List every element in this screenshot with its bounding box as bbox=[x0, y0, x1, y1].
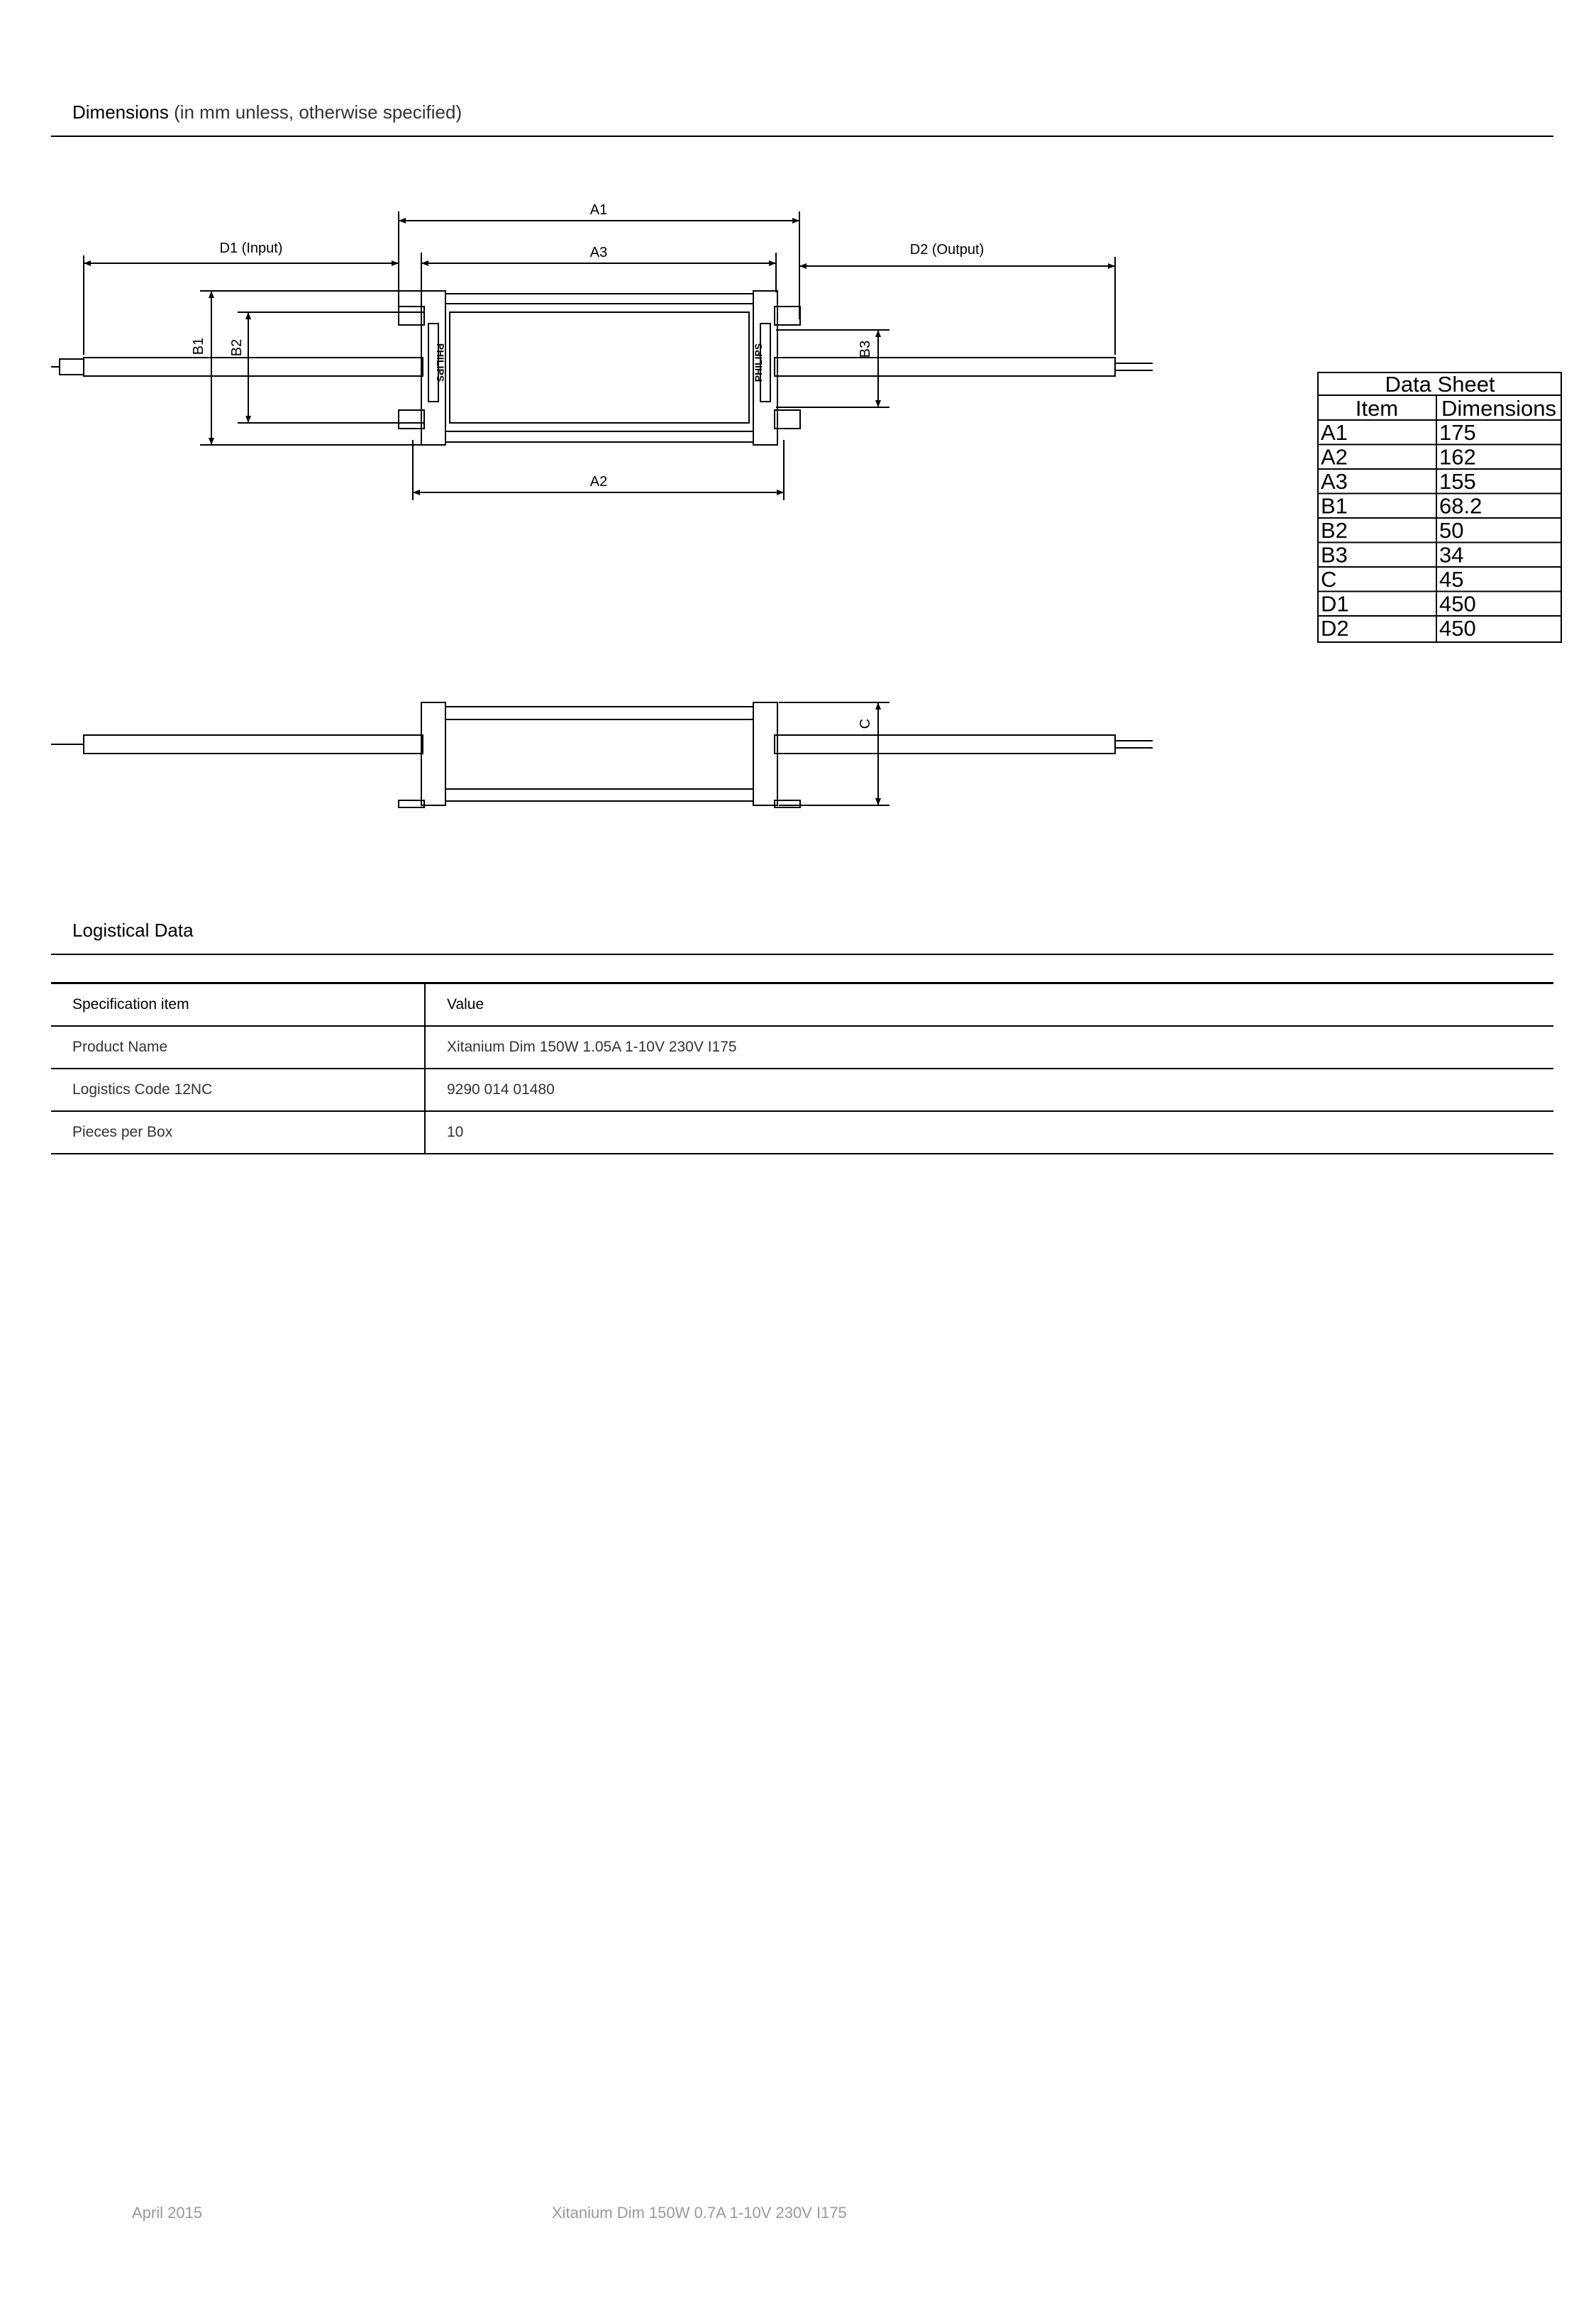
table-row bbox=[51, 1111, 1553, 1154]
data-sheet-header-dimensions: Dimensions bbox=[1441, 396, 1556, 421]
data-sheet-item: C bbox=[1321, 567, 1337, 592]
dimensions-subtitle: (in mm unless, otherwise specified) bbox=[174, 101, 462, 123]
row-item: Product Name bbox=[51, 1026, 425, 1069]
logistical-table bbox=[51, 982, 1553, 1154]
data-sheet-value: 50 bbox=[1439, 518, 1464, 543]
endcap-logo-left: PHILIPS bbox=[435, 343, 446, 382]
data-sheet-value: 155 bbox=[1439, 469, 1476, 494]
label-b3: B3 bbox=[858, 340, 873, 358]
table-row bbox=[51, 1026, 1553, 1069]
data-sheet-item: D1 bbox=[1321, 591, 1349, 617]
label-d1: D1 (Input) bbox=[219, 241, 283, 256]
row-value: 9290 014 01480 bbox=[425, 1069, 1553, 1111]
data-sheet-value: 162 bbox=[1439, 444, 1476, 470]
data-sheet-table bbox=[1318, 372, 1561, 642]
label-a1: A1 bbox=[589, 202, 608, 218]
data-sheet-value: 34 bbox=[1439, 542, 1464, 568]
data-sheet-item: A3 bbox=[1321, 469, 1348, 494]
label-a2: A2 bbox=[589, 474, 608, 490]
data-sheet-value: 175 bbox=[1439, 420, 1476, 445]
label-a3: A3 bbox=[589, 245, 608, 260]
header-value: Value bbox=[425, 983, 1553, 1027]
data-sheet-value: 45 bbox=[1439, 567, 1464, 592]
logistical-rule bbox=[51, 954, 1553, 955]
data-sheet-item: A2 bbox=[1321, 444, 1348, 470]
data-sheet-item: A1 bbox=[1321, 420, 1348, 445]
dimensions-title: Dimensions bbox=[72, 101, 169, 123]
data-sheet-item: B3 bbox=[1321, 542, 1348, 568]
row-value: 10 bbox=[425, 1111, 1553, 1154]
row-item: Logistics Code 12NC bbox=[51, 1069, 425, 1111]
row-item: Pieces per Box bbox=[51, 1111, 425, 1154]
label-b1: B1 bbox=[191, 337, 206, 355]
data-sheet-title: Data Sheet bbox=[1385, 372, 1495, 397]
dimension-drawing bbox=[0, 0, 1596, 866]
data-sheet-value: 68.2 bbox=[1439, 493, 1483, 519]
label-c: C bbox=[858, 718, 873, 729]
logistical-title: Logistical Data bbox=[72, 920, 194, 941]
label-b2: B2 bbox=[229, 338, 245, 357]
data-sheet-item: B1 bbox=[1321, 493, 1348, 519]
label-d2: D2 (Output) bbox=[909, 242, 985, 258]
table-row bbox=[51, 1069, 1553, 1111]
data-sheet-item: D2 bbox=[1321, 616, 1349, 641]
header-specification-item: Specification item bbox=[51, 983, 425, 1027]
endcap-logo-right: PHILIPS bbox=[753, 343, 764, 382]
data-sheet-item: B2 bbox=[1321, 518, 1348, 543]
data-sheet-value: 450 bbox=[1439, 591, 1476, 617]
data-sheet-value: 450 bbox=[1439, 616, 1476, 641]
footer-date: April 2015 bbox=[132, 2204, 203, 2222]
data-sheet-header-item: Item bbox=[1355, 396, 1399, 421]
table-header-row bbox=[51, 983, 1553, 1027]
row-value: Xitanium Dim 150W 1.05A 1-10V 230V I175 bbox=[425, 1026, 1553, 1069]
footer-product: Xitanium Dim 150W 0.7A 1-10V 230V I175 bbox=[552, 2204, 847, 2222]
